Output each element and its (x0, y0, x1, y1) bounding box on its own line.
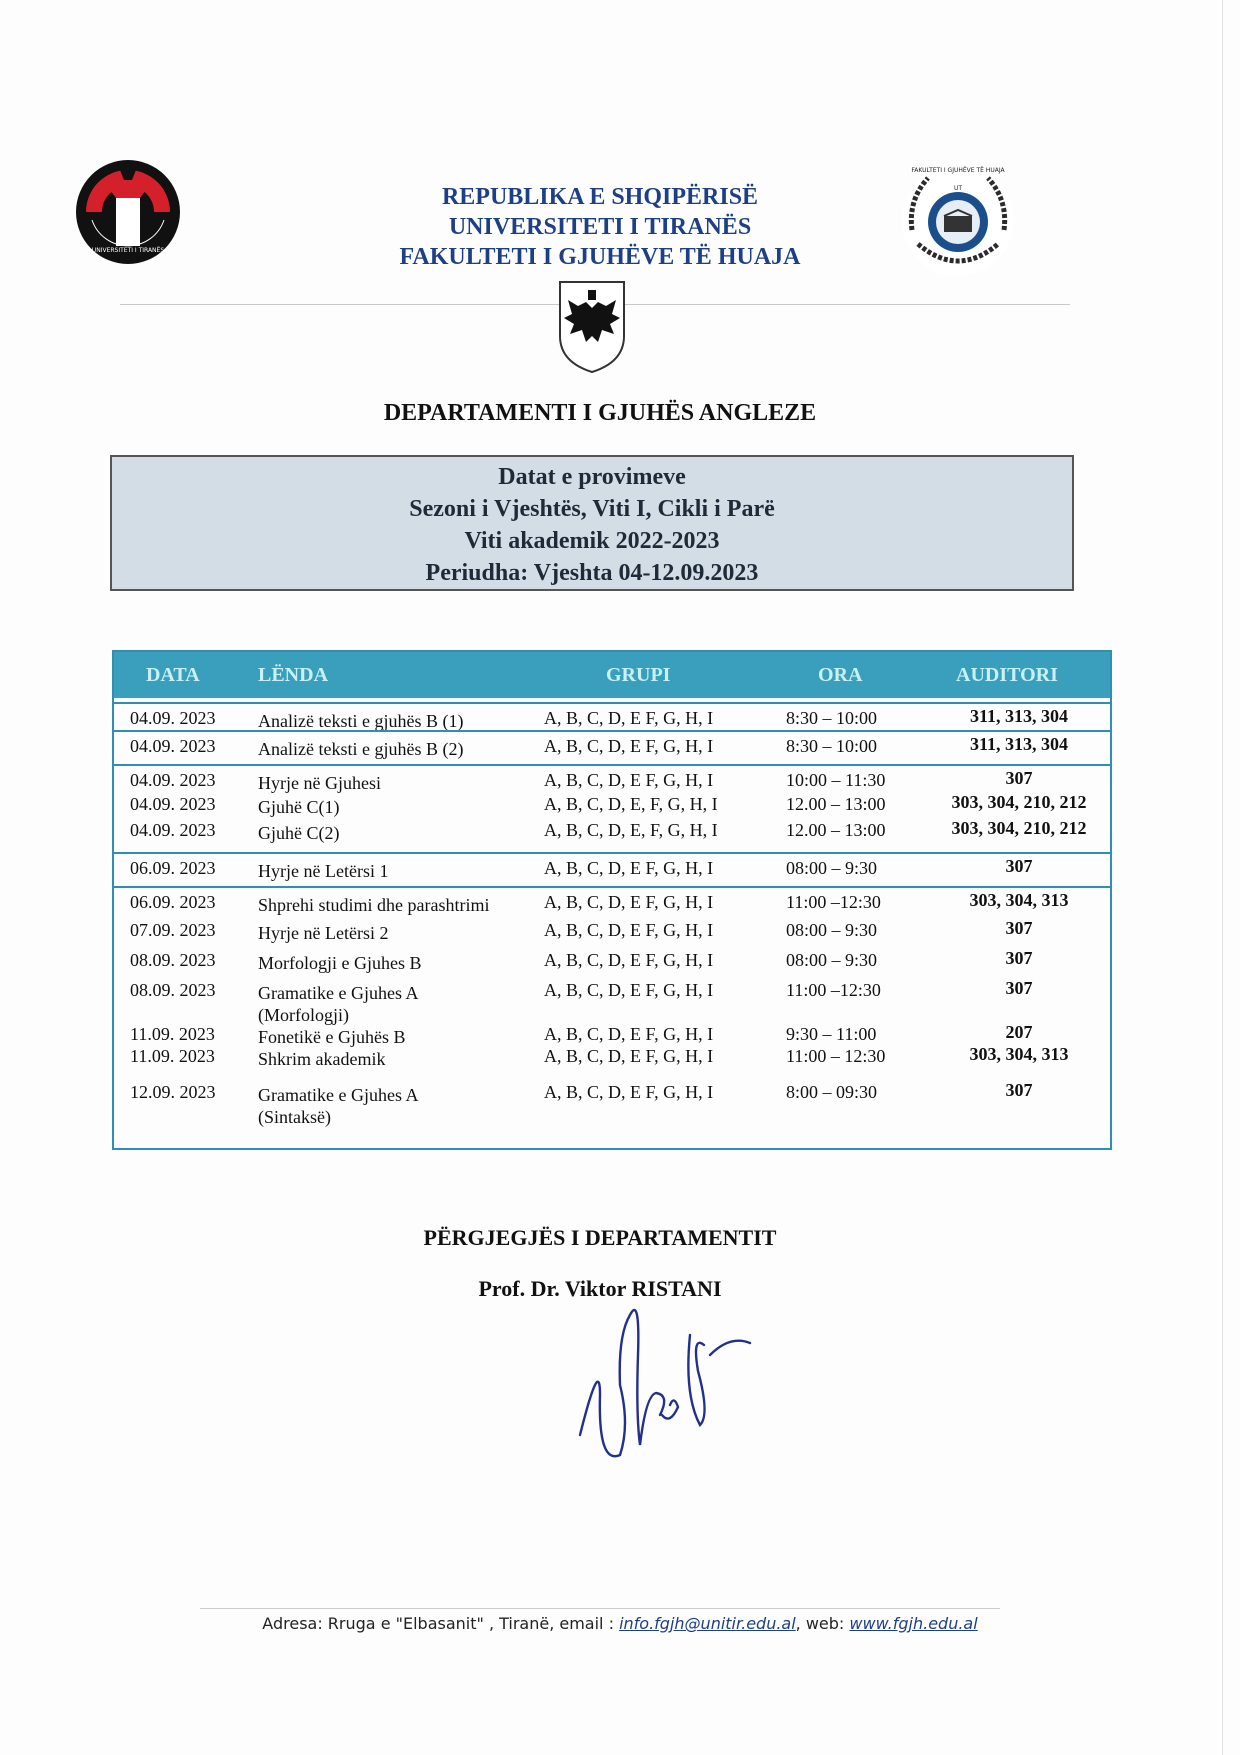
footer-divider (200, 1608, 1000, 1609)
subject-line: Analizë teksti e gjuhës B (2) (258, 739, 464, 759)
header-group: GRUPI (606, 664, 671, 686)
cell-subject (258, 1084, 418, 1128)
department-title: DEPARTAMENTI I GJUHËS ANGLEZE (383, 400, 817, 426)
table-row (114, 976, 1110, 1025)
cell-time: 12.00 – 13:00 (786, 794, 886, 814)
cell-date: 11.09. 2023 (130, 1046, 215, 1066)
table-header (114, 652, 1110, 698)
cell-group: A, B, C, D, E F, G, H, I (544, 1024, 714, 1044)
subject-line: Hyrje në Letërsi 2 (258, 923, 389, 943)
table-row (114, 730, 1110, 766)
table-row (114, 790, 1110, 816)
subject-line: Shkrim akademik (258, 1049, 386, 1069)
header-subject: LËNDA (258, 664, 329, 686)
subject-line: Morfologji e Gjuhes B (258, 953, 422, 973)
cell-subject (258, 738, 463, 760)
email-link[interactable]: info.fgjh@unitir.edu.al (619, 1614, 796, 1633)
cell-subject (258, 1048, 385, 1070)
cell-date: 07.09. 2023 (130, 920, 216, 940)
cell-room: 303, 304, 313 (969, 1044, 1069, 1064)
info-season: Sezoni i Vjeshtës, Viti I, Cikli i Parë (409, 496, 775, 522)
cell-room: 303, 304, 313 (969, 890, 1069, 910)
svg-text:FAKULTETI I GJUHËVE TË HUAJA: FAKULTETI I GJUHËVE TË HUAJA (911, 167, 1005, 174)
cell-time: 11:00 –12:30 (786, 980, 881, 1000)
cell-date: 04.09. 2023 (130, 820, 216, 840)
cell-group: A, B, C, D, E F, G, H, I (544, 980, 714, 1000)
cell-date: 06.09. 2023 (130, 858, 216, 878)
cell-subject (258, 952, 422, 974)
responsible-title: PËRGJEGJËS I DEPARTAMENTIT (423, 1225, 777, 1250)
cell-time: 08:00 – 9:30 (786, 950, 878, 970)
signature (560, 1275, 780, 1475)
cell-group: A, B, C, D, E F, G, H, I (544, 736, 714, 756)
cell-group: A, B, C, D, E F, G, H, I (544, 858, 714, 878)
responsible-name: Prof. Dr. Viktor RISTANI (478, 1276, 722, 1301)
cell-time: 08:00 – 9:30 (786, 920, 878, 940)
cell-room: 307 (1005, 918, 1033, 938)
table-row (114, 1078, 1110, 1134)
cell-date: 11.09. 2023 (130, 1024, 215, 1044)
address-text: Adresa: Rruga e "Elbasanit" , Tiranë, email : (262, 1614, 614, 1633)
subject-line: Gramatike e Gjuhes A (258, 1085, 419, 1105)
subject-line-2: (Morfologji) (258, 1005, 349, 1025)
cell-time: 8:00 – 09:30 (786, 1082, 878, 1102)
cell-subject (258, 860, 388, 882)
subject-line-2: (Sintaksë) (258, 1107, 331, 1127)
cell-time: 10:00 – 11:30 (786, 770, 886, 790)
cell-group: A, B, C, D, E F, G, H, I (544, 950, 714, 970)
university-logo (74, 158, 182, 266)
subject-line: Shprehi studimi dhe parashtrimi (258, 895, 490, 915)
exam-info-box (110, 455, 1074, 591)
svg-text:UT: UT (953, 185, 963, 192)
cell-time: 08:00 – 9:30 (786, 858, 878, 878)
cell-room: 307 (1005, 948, 1033, 968)
cell-time: 8:30 – 10:00 (786, 708, 878, 728)
cell-time: 12.00 – 13:00 (786, 820, 886, 840)
cell-room: 303, 304, 210, 212 (951, 792, 1087, 812)
table-row (114, 1020, 1110, 1047)
cell-time: 9:30 – 11:00 (786, 1024, 877, 1044)
header-titles (300, 182, 900, 272)
cell-date: 04.09. 2023 (130, 794, 216, 814)
table-row (114, 764, 1110, 792)
subject-line: Fonetikë e Gjuhës B (258, 1027, 406, 1047)
subject-line: Gjuhë C(1) (258, 797, 340, 817)
table-row (114, 816, 1110, 852)
exam-schedule-table (112, 650, 1112, 1150)
subject-line: Hyrje në Gjuhesi (258, 773, 381, 793)
cell-subject (258, 822, 339, 844)
header-room: AUDITORI (956, 664, 1058, 686)
cell-date: 04.09. 2023 (130, 736, 216, 756)
coat-of-arms-icon (556, 278, 628, 374)
cell-group: A, B, C, D, E F, G, H, I (544, 1046, 714, 1066)
republic-title: REPUBLIKA E SHQIPËRISË (441, 184, 759, 210)
cell-date: 04.09. 2023 (130, 770, 216, 790)
table-row (114, 886, 1110, 918)
header-time: ORA (818, 664, 863, 686)
cell-date: 08.09. 2023 (130, 980, 216, 1000)
table-row (114, 702, 1110, 732)
table-row (114, 916, 1110, 946)
cell-group: A, B, C, D, E F, G, H, I (544, 708, 714, 728)
cell-room: 303, 304, 210, 212 (951, 818, 1087, 838)
cell-time: 11:00 –12:30 (786, 892, 881, 912)
faculty-logo (898, 160, 1018, 280)
cell-room: 207 (1005, 1022, 1033, 1042)
footer-address (100, 1614, 1140, 1633)
faculty-title: FAKULTETI I GJUHËVE TË HUAJA (399, 244, 801, 270)
cell-room: 307 (1005, 768, 1033, 788)
subject-line: Analizë teksti e gjuhës B (1) (258, 711, 464, 731)
university-title: UNIVERSITETI I TIRANËS (448, 214, 752, 240)
header-date: DATA (146, 664, 200, 686)
table-row (114, 946, 1110, 976)
cell-date: 06.09. 2023 (130, 892, 216, 912)
web-label: , web: (795, 1614, 845, 1633)
cell-subject (258, 922, 388, 944)
scan-edge (1222, 0, 1223, 1755)
subject-line: Hyrje në Letërsi 1 (258, 861, 389, 881)
info-title: Datat e provimeve (498, 464, 686, 490)
subject-line: Gjuhë C(2) (258, 823, 340, 843)
cell-time: 11:00 – 12:30 (786, 1046, 886, 1066)
cell-group: A, B, C, D, E F, G, H, I (544, 892, 714, 912)
cell-group: A, B, C, D, E, F, G, H, I (544, 820, 718, 840)
cell-subject (258, 710, 463, 732)
cell-room: 307 (1005, 856, 1033, 876)
cell-date: 08.09. 2023 (130, 950, 216, 970)
subject-line: Gramatike e Gjuhes A (258, 983, 419, 1003)
cell-group: A, B, C, D, E F, G, H, I (544, 770, 714, 790)
cell-group: A, B, C, D, E F, G, H, I (544, 920, 714, 940)
table-row (114, 852, 1110, 888)
web-link[interactable]: www.fgjh.edu.al (849, 1614, 978, 1633)
table-row (114, 1042, 1110, 1078)
cell-group: A, B, C, D, E, F, G, H, I (544, 794, 718, 814)
cell-room: 307 (1005, 978, 1033, 998)
cell-date: 04.09. 2023 (130, 708, 216, 728)
svg-text:UNIVERSITETI I TIRANËS: UNIVERSITETI I TIRANËS (91, 247, 165, 254)
cell-subject (258, 796, 339, 818)
cell-room: 311, 313, 304 (969, 706, 1068, 726)
info-academic-year: Viti akademik 2022-2023 (464, 528, 720, 554)
cell-group: A, B, C, D, E F, G, H, I (544, 1082, 714, 1102)
cell-room: 307 (1005, 1080, 1033, 1100)
info-period: Periudha: Vjeshta 04-12.09.2023 (425, 560, 759, 586)
cell-room: 311, 313, 304 (969, 734, 1068, 754)
cell-time: 8:30 – 10:00 (786, 736, 878, 756)
cell-subject (258, 894, 489, 916)
cell-date: 12.09. 2023 (130, 1082, 216, 1102)
